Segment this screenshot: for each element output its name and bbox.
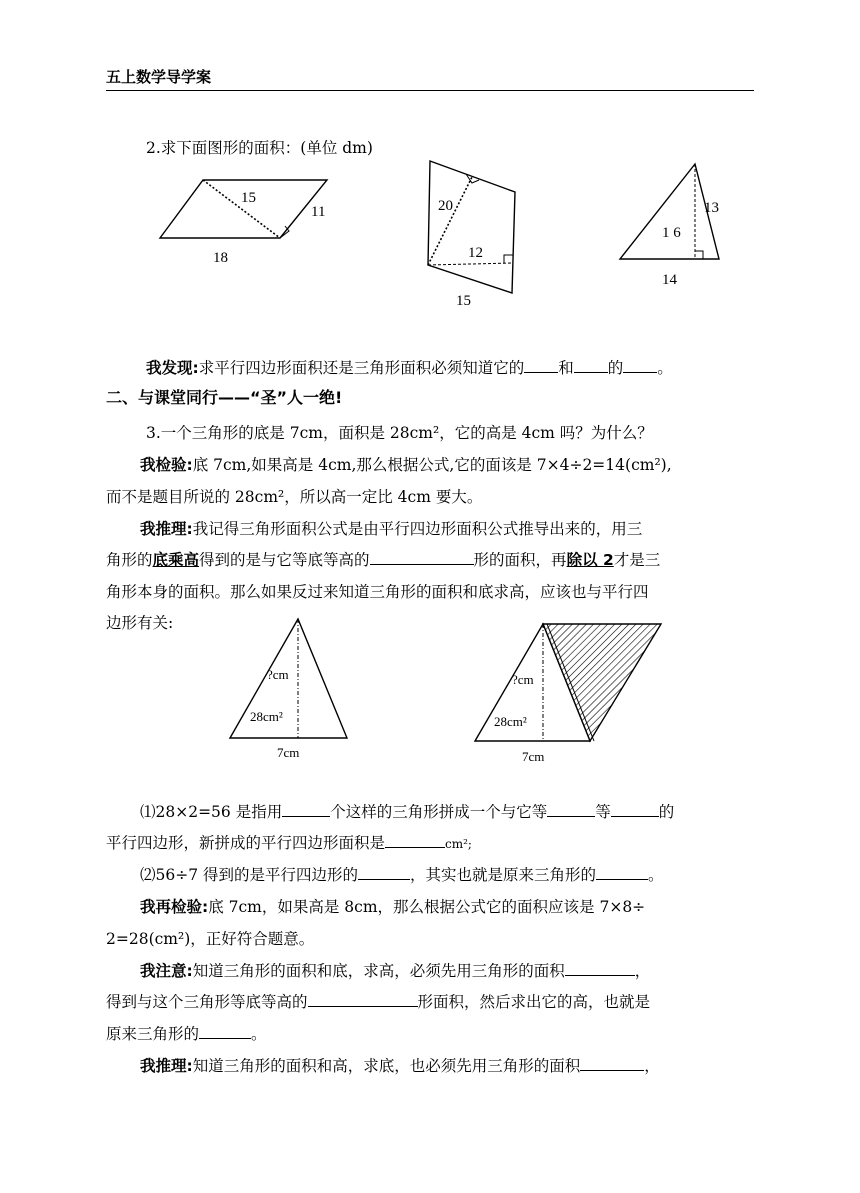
- note-line3: [106, 1024, 756, 1044]
- reason2-text1-end: ，: [644, 1057, 660, 1075]
- fig4-height-label: ?cm: [267, 667, 289, 682]
- p1-c: 等: [595, 803, 611, 821]
- p2-b: ，其实也就是原来三角形的: [410, 866, 597, 884]
- note-line1: [140, 961, 790, 981]
- check-line2: 而不是题目所说的 28cm²，所以高一定比 4cm 要大。: [106, 488, 483, 506]
- discover-text: 求平行四边形面积还是三角形面积必须知道它的: [198, 359, 525, 377]
- p1-blank-3[interactable]: [611, 802, 659, 817]
- note-blank-1[interactable]: [565, 961, 635, 976]
- note-text2-b: 形面积，然后求出它的高，也就是: [417, 993, 651, 1011]
- discover-blank-2[interactable]: [574, 358, 608, 373]
- figure-parallelogram-2: [420, 155, 530, 315]
- fig2-right-angle-bottom: [504, 255, 513, 263]
- recheck-label: 我再检验:: [140, 898, 209, 916]
- page-header: [106, 62, 754, 91]
- p2-a: ⑵56÷7 得到的是平行四边形的: [140, 866, 358, 884]
- note-text3-b: 。: [251, 1025, 267, 1043]
- note-blank-3[interactable]: [199, 1024, 251, 1039]
- p1-b: 个这样的三角形拼成一个与它等: [330, 803, 548, 821]
- reason2-label: 我推理:: [140, 1057, 193, 1075]
- note-label: 我注意:: [140, 962, 193, 980]
- note-text1: 知道三角形的面积和底，求高，必须先用三角形的面积: [192, 962, 565, 980]
- fig3-side-label: 13: [704, 200, 719, 216]
- p1-line1: [140, 802, 790, 822]
- fig5-area-label: 28cm²: [494, 714, 527, 729]
- discover-blank-3[interactable]: [623, 358, 657, 373]
- fig1-shape: [160, 180, 327, 238]
- fig2-height-dotted: [428, 177, 472, 265]
- fig3-right-angle: [695, 251, 703, 259]
- q2-prompt: 2.求下面图形的面积：(单位 dm): [146, 139, 373, 157]
- discover-of: 的: [607, 359, 624, 377]
- reason-line2-c: 得到的是与它等底等高的: [199, 551, 370, 569]
- reason2-text1: 知道三角形的面积和高，求底，也必须先用三角形的面积: [192, 1057, 581, 1075]
- reason2-blank[interactable]: [580, 1056, 644, 1071]
- reason-line4: 边形有关:: [106, 614, 174, 632]
- note-text1-end: ，: [634, 962, 651, 980]
- figure-triangle-2: [225, 615, 355, 765]
- fig1-side-label: 11: [311, 204, 326, 220]
- p2-line: [140, 865, 790, 885]
- check-label: 我检验:: [140, 456, 193, 474]
- fig1-diagonal: [203, 180, 280, 238]
- recheck-text1: 底 7cm，如果高是 8cm，那么根据公式它的面积应该是 7×8÷: [208, 898, 646, 916]
- discover-and: 和: [558, 359, 574, 377]
- fig2-height-label: 12: [468, 245, 483, 261]
- reason-label: 我推理:: [140, 520, 193, 538]
- p2-c: 。: [648, 866, 664, 884]
- reason-line2-d: 形的面积，再: [473, 551, 567, 569]
- discover-end: 。: [657, 359, 673, 377]
- reason-text1: 我记得三角形面积公式是由平行四边形面积公式推导出来的，用三: [192, 520, 643, 538]
- figure-parallelogram-1: [155, 172, 335, 272]
- reason-emphasis-base-height: 底乘高: [152, 551, 200, 569]
- recheck-line1: [140, 897, 790, 917]
- header-title: 五上数学导学案: [106, 68, 212, 86]
- reason-blank[interactable]: [370, 550, 474, 565]
- fig2-diag-label: 20: [438, 198, 453, 214]
- q3-text: 3.一个三角形的底是 7cm，面积是 28cm²，它的高是 4cm 吗？为什么？: [146, 424, 653, 442]
- fig5-base-label: 7cm: [522, 749, 545, 764]
- fig5-height-label: ?cm: [512, 672, 534, 687]
- p2-blank-2[interactable]: [596, 865, 648, 880]
- p1-blank-4[interactable]: [385, 833, 445, 848]
- reason-emphasis-divide: 除以 2: [566, 551, 614, 569]
- fig2-shape: [428, 161, 515, 293]
- figure-triangle-1: [615, 160, 745, 290]
- p1-f: cm²;: [445, 837, 472, 851]
- p1-blank-1[interactable]: [282, 802, 330, 817]
- fig1-base-label: 18: [213, 250, 228, 266]
- fig2-base-label: 15: [456, 293, 471, 309]
- fig4-base-label: 7cm: [277, 745, 300, 760]
- fig2-height-dashed: [428, 263, 513, 265]
- section2-title: 二、与课堂同行——“圣”人一绝!: [106, 388, 343, 407]
- note-blank-2[interactable]: [308, 992, 418, 1007]
- check-text1: 底 7cm,如果高是 4cm,那么根据公式,它的面该是 7×4÷2=14(cm²),: [192, 456, 672, 474]
- discover-line: [146, 358, 796, 378]
- reason-line2: [106, 550, 756, 570]
- p1-d: 的: [658, 803, 675, 821]
- fig3-base-label: 14: [662, 272, 677, 288]
- p1-a: ⑴28×2=56 是指用: [140, 803, 283, 821]
- discover-blank-1[interactable]: [524, 358, 558, 373]
- figure-parallelogram-composed: [470, 620, 670, 770]
- reason-line2-f: 才是三: [613, 551, 661, 569]
- reason-line1: [140, 519, 790, 539]
- fig1-diag-label: 15: [241, 190, 256, 206]
- check-line1: [140, 455, 790, 475]
- note-line2: [106, 992, 756, 1012]
- p1-blank-2[interactable]: [547, 802, 595, 817]
- p2-blank-1[interactable]: [358, 865, 410, 880]
- p1-e: 平行四边形，新拼成的平行四边形面积是: [106, 834, 386, 852]
- reason-line2-a: 角形的: [106, 551, 153, 569]
- recheck-line2: 2=28(cm²)，正好符合题意。: [106, 930, 315, 948]
- discover-label: 我发现:: [146, 359, 199, 377]
- p1-line2: [106, 833, 756, 854]
- fig3-height-label: 1 6: [662, 225, 681, 241]
- note-text3-a: 原来三角形的: [106, 1025, 200, 1043]
- fig4-area-label: 28cm²: [250, 709, 283, 724]
- note-text2-a: 得到与这个三角形等底等高的: [106, 993, 308, 1011]
- reason-line3: 角形本身的面积。那么如果反过来知道三角形的面积和底求高，应该也与平行四: [106, 583, 649, 601]
- reason2-line1: [140, 1056, 790, 1076]
